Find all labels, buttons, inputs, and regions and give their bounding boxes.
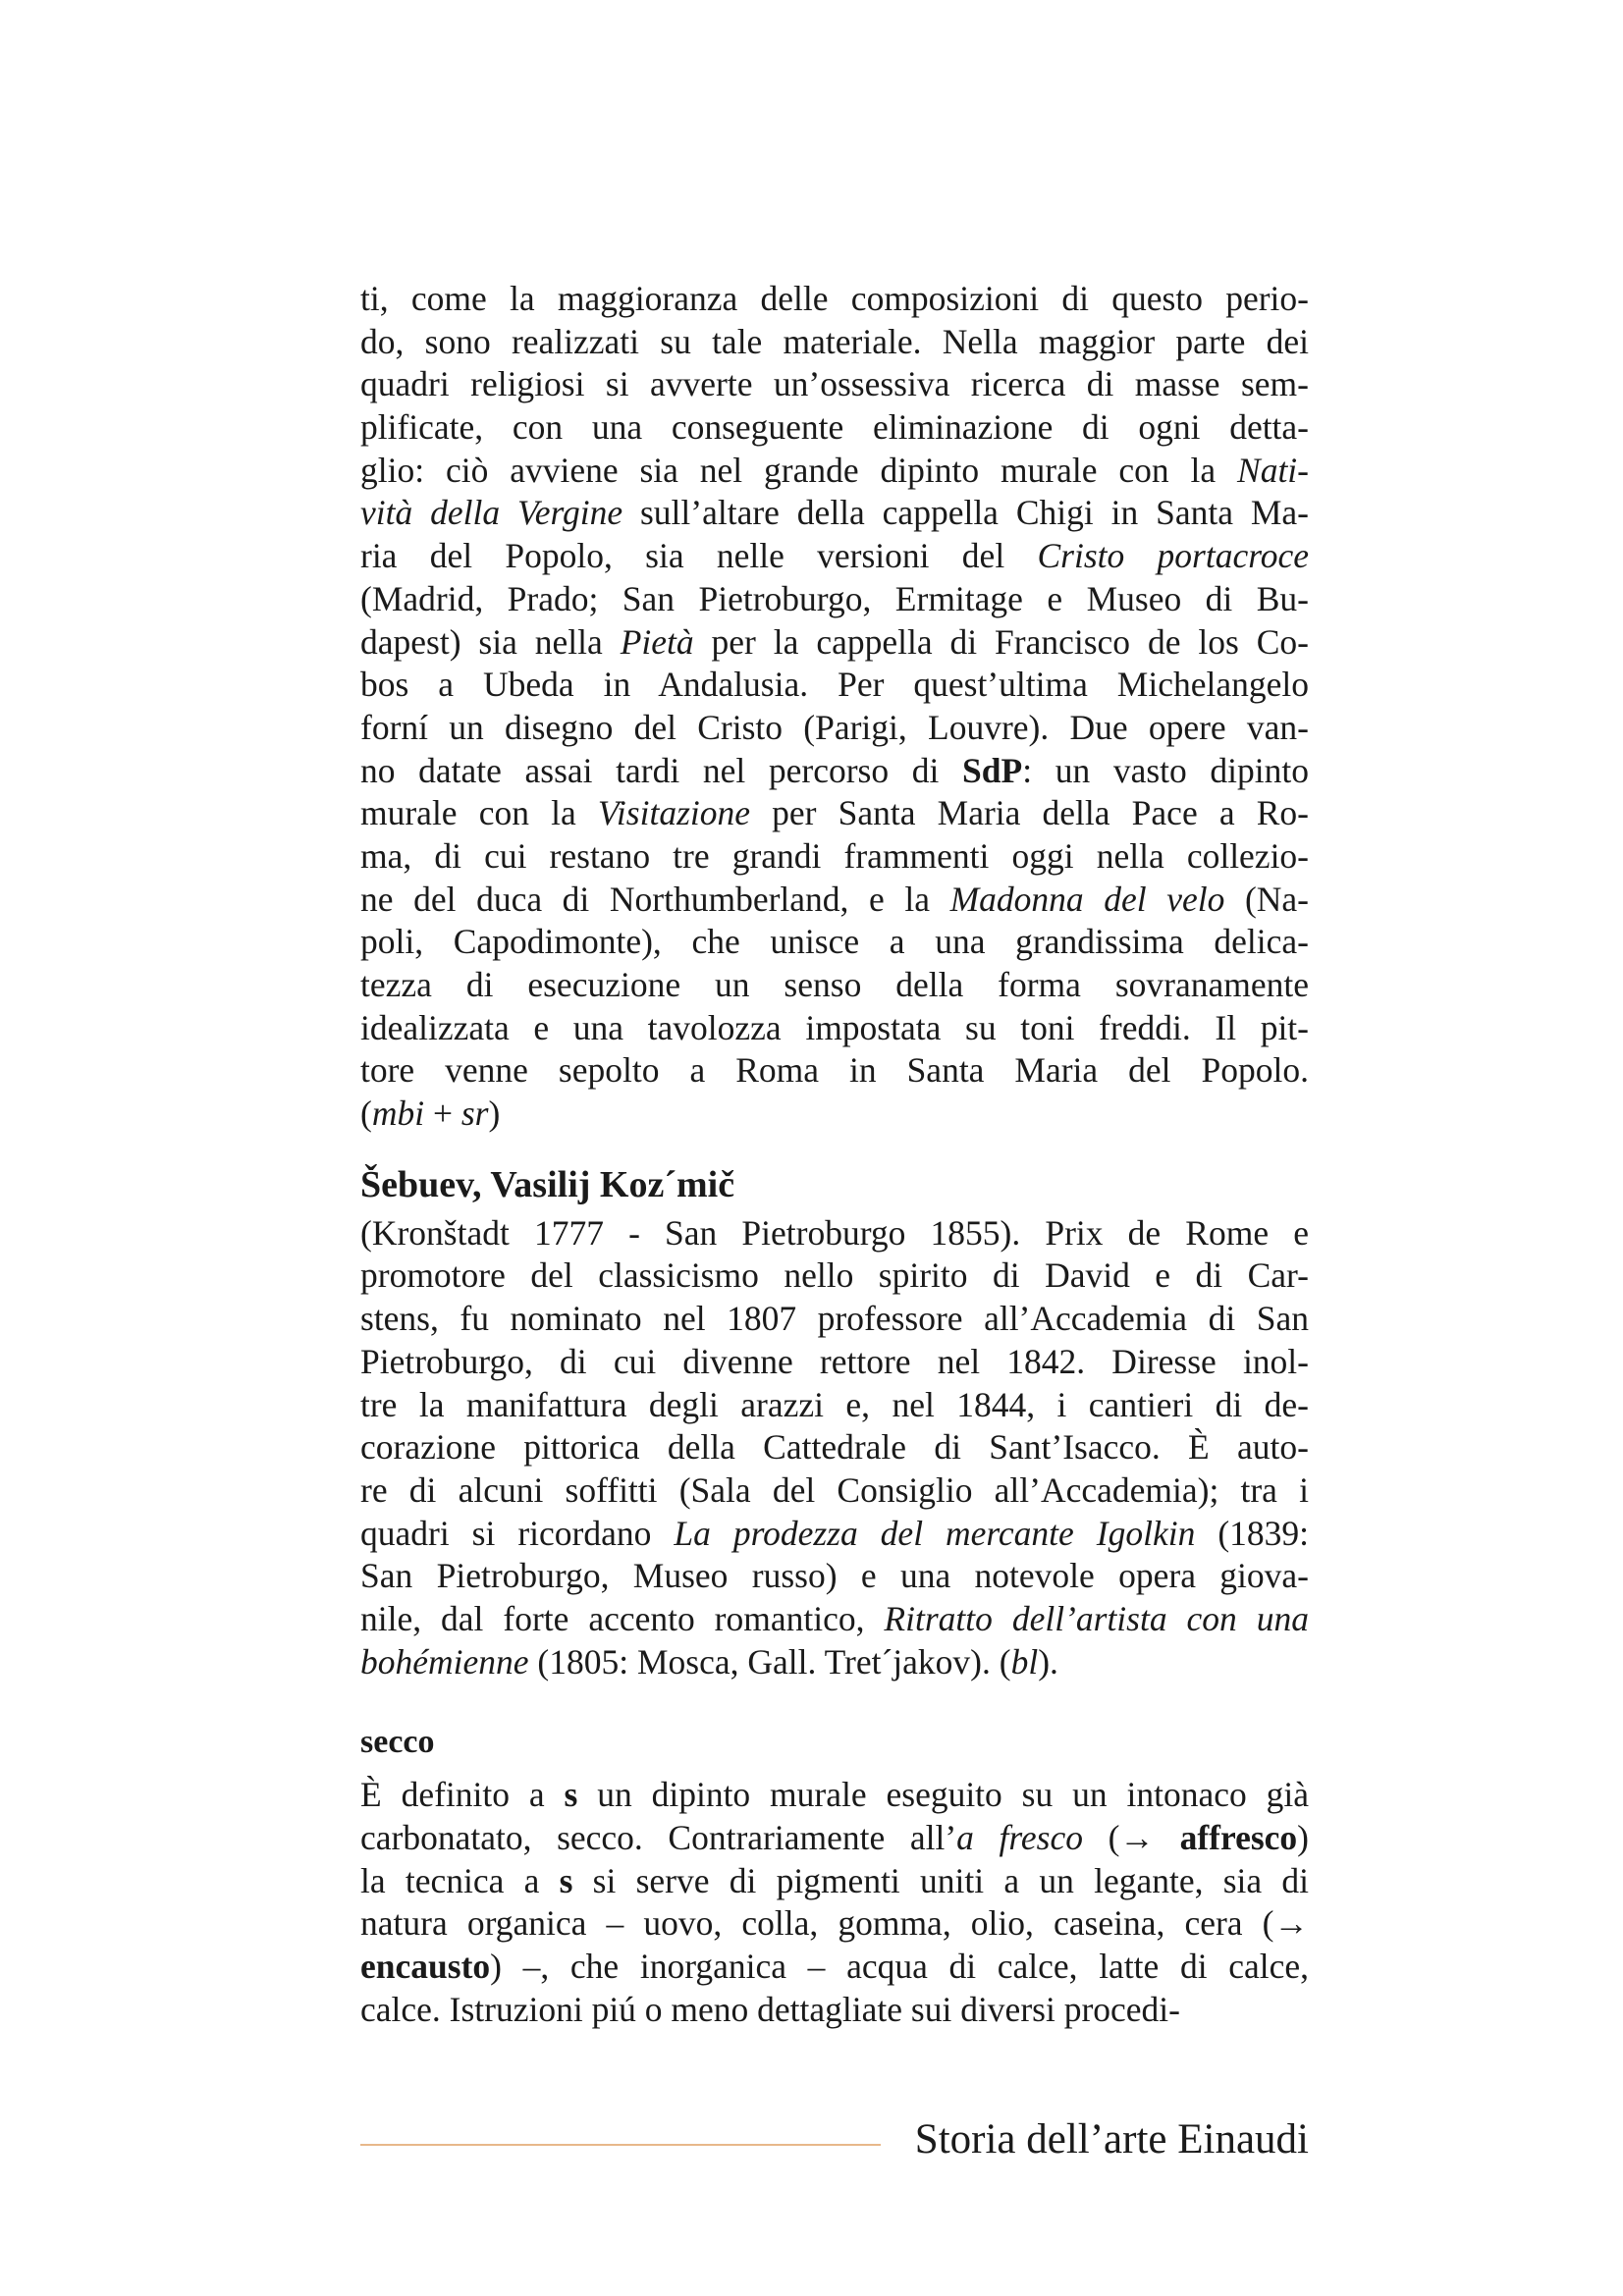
text-run: (1839: (1195, 1513, 1310, 1553)
text-run: calce. Istruzioni piú o meno dettagliate sui diversi procedi- (360, 1989, 1180, 2029)
text-line (360, 1469, 1309, 1513)
text-run: ria del Popolo, sia nelle versioni del (360, 536, 1038, 576)
text-run: un dipinto murale eseguito su un intonaco già (577, 1775, 1309, 1815)
text-line (360, 835, 1309, 879)
italic-run: Madonna del velo (949, 879, 1225, 919)
text-line (360, 664, 1309, 707)
text-run: tre la manifattura degli arazzi e, nel 1844, i cantieri di de- (360, 1384, 1309, 1424)
text-line (360, 1298, 1309, 1341)
text-line (360, 321, 1309, 364)
text-line (360, 1946, 1309, 1989)
text-run: ) (488, 1094, 501, 1134)
text-line (360, 1212, 1309, 1255)
italic-run: Pietà (620, 621, 694, 662)
italic-run: Nati- (1237, 450, 1309, 490)
text-run: per la cappella di Francisco de los Co- (693, 621, 1310, 662)
text-line (360, 964, 1309, 1007)
text-run: per Santa Maria della Pace a Ro- (750, 793, 1309, 833)
italic-run: a fresco (956, 1818, 1083, 1857)
italic-run: Cristo portacroce (1037, 536, 1309, 576)
text-line (360, 406, 1309, 450)
text-run: no datate assai tardi nel percorso di (360, 750, 963, 790)
text-line (360, 1384, 1309, 1427)
footer-rule (360, 2144, 881, 2146)
text-run: tore venne sepolto a Roma in Santa Maria del Popolo. (360, 1050, 1309, 1091)
text-run: quadri religiosi si avverte un’ossessiva ricerca di masse sem- (360, 364, 1309, 404)
page-footer (360, 2110, 1309, 2169)
text-line (360, 578, 1309, 621)
text-line (360, 1598, 1309, 1641)
text-run: idealizzata e una tavolozza impostata su toni freddi. Il pit- (360, 1007, 1309, 1047)
text-run: Pietroburgo, di cui divenne rettore nel 1842. Diresse inol- (360, 1341, 1309, 1381)
page-body (360, 278, 1309, 2031)
text-line (360, 750, 1309, 793)
text-run: la tecnica a (360, 1860, 560, 1900)
text-run: plificate, con una conseguente eliminazione di ogni detta- (360, 407, 1309, 448)
italic-run: mbi (371, 1094, 425, 1134)
text-run: ma, di cui restano tre grandi frammenti oggi nella collezio- (360, 835, 1309, 876)
text-line (360, 1007, 1309, 1050)
text-run: carbonatato, secco. Contrariamente all’ (360, 1818, 957, 1857)
text-line (360, 921, 1309, 964)
italic-run: vità della Vergine (360, 493, 623, 533)
text-run: ) –, che inorganica – acqua di calce, latte di calce, (490, 1947, 1309, 1987)
text-run: + (424, 1094, 461, 1134)
text-line (360, 1860, 1309, 1903)
text-run: sull’altare della cappella Chigi in Santa Ma- (622, 493, 1309, 533)
text-line (360, 492, 1309, 535)
italic-run: Ritratto dell’artista con una (884, 1598, 1309, 1638)
text-run: (Kronštadt 1777 - San Pietroburgo 1855). Prix de Rome e (360, 1212, 1309, 1253)
text-run: : un vasto dipinto (1022, 750, 1310, 790)
text-run: ( (360, 1094, 372, 1134)
entry-secco-body (360, 1774, 1309, 2031)
text-line (360, 1049, 1309, 1093)
italic-run: sr (460, 1094, 489, 1134)
text-line (360, 1255, 1309, 1298)
text-run: natura organica – uovo, colla, gomma, olio, caseina, cera (→ (360, 1903, 1309, 1944)
text-line (360, 1817, 1309, 1860)
text-run: do, sono realizzati su tale materiale. Nella maggior parte dei (360, 321, 1309, 361)
text-line (360, 879, 1309, 922)
text-line (360, 535, 1309, 578)
text-line (360, 621, 1309, 665)
bold-run: s (564, 1775, 578, 1815)
text-run: (→ (1082, 1818, 1180, 1857)
entry-title-sebuev: Šebuev, Vasilij Koz´mič (360, 1163, 735, 1205)
text-line (360, 792, 1309, 835)
text-run: murale con la (360, 793, 598, 833)
text-run: dapest) sia nella (360, 621, 621, 662)
text-run: San Pietroburgo, Museo russo) e una notevole opera giova- (360, 1556, 1309, 1596)
text-line (360, 1426, 1309, 1469)
bold-run: s (559, 1860, 573, 1900)
text-run: È definito a (360, 1775, 565, 1815)
text-run: tezza di esecuzione un senso della forma sovranamente (360, 965, 1309, 1004)
bold-run: affresco (1179, 1818, 1298, 1857)
italic-run: bohémienne (360, 1641, 529, 1682)
text-run: ). (1038, 1641, 1058, 1682)
italic-run: bl (1010, 1641, 1039, 1682)
entry-title-secco: secco (360, 1724, 435, 1761)
text-line (360, 1341, 1309, 1384)
text-run: corazione pittorica della Cattedrale di Sant’Isacco. È auto- (360, 1427, 1309, 1468)
text-line (360, 278, 1309, 321)
text-line (360, 1513, 1309, 1556)
text-run: ti, come la maggioranza delle composizioni di questo perio- (360, 279, 1309, 318)
text-run: quadri si ricordano (360, 1513, 675, 1553)
bold-run: encausto (360, 1947, 491, 1987)
text-line (360, 1989, 1309, 2032)
italic-run: La prodezza del mercante Igolkin (674, 1513, 1196, 1553)
text-run: re di alcuni soffitti (Sala del Consiglio all’Accademia); tra i (360, 1469, 1309, 1510)
text-run: si serve di pigmenti uniti a un legante, sia di (572, 1860, 1309, 1900)
text-line (360, 1902, 1309, 1946)
text-run: (Madrid, Prado; San Pietroburgo, Ermitage e Museo di Bu- (360, 578, 1309, 618)
text-run: nile, dal forte accento romantico, (360, 1598, 885, 1638)
entry-sebuev-body (360, 1212, 1309, 1684)
text-line (360, 707, 1309, 750)
bold-run: SdP (962, 750, 1023, 790)
text-run: (1805: Mosca, Gall. Tret´jakov). ( (528, 1641, 1011, 1682)
text-run: (Na- (1224, 879, 1309, 919)
entry-continuation (360, 278, 1309, 1136)
text-run: ) (1297, 1818, 1309, 1857)
text-line (360, 1555, 1309, 1598)
text-run: glio: ciò avviene sia nel grande dipinto murale con la (360, 450, 1238, 490)
text-line (360, 1774, 1309, 1817)
text-line (360, 1093, 1309, 1136)
text-line (360, 450, 1309, 493)
text-run: ne del duca di Northumberland, e la (360, 879, 950, 919)
footer-publisher: Storia dell’arte Einaudi (914, 2116, 1309, 2163)
text-run: bos a Ubeda in Andalusia. Per quest’ultima Michelangelo (360, 665, 1309, 705)
text-line (360, 1641, 1309, 1684)
text-run: poli, Capodimonte), che unisce a una grandissima delica- (360, 922, 1309, 962)
text-run: stens, fu nominato nel 1807 professore all’Accademia di San (360, 1299, 1309, 1339)
italic-run: Visitazione (597, 793, 751, 833)
text-line (360, 363, 1309, 406)
text-run: promotore del classicismo nello spirito di David e di Car- (360, 1255, 1309, 1296)
text-run: forní un disegno del Cristo (Parigi, Louvre). Due opere van- (360, 707, 1309, 747)
